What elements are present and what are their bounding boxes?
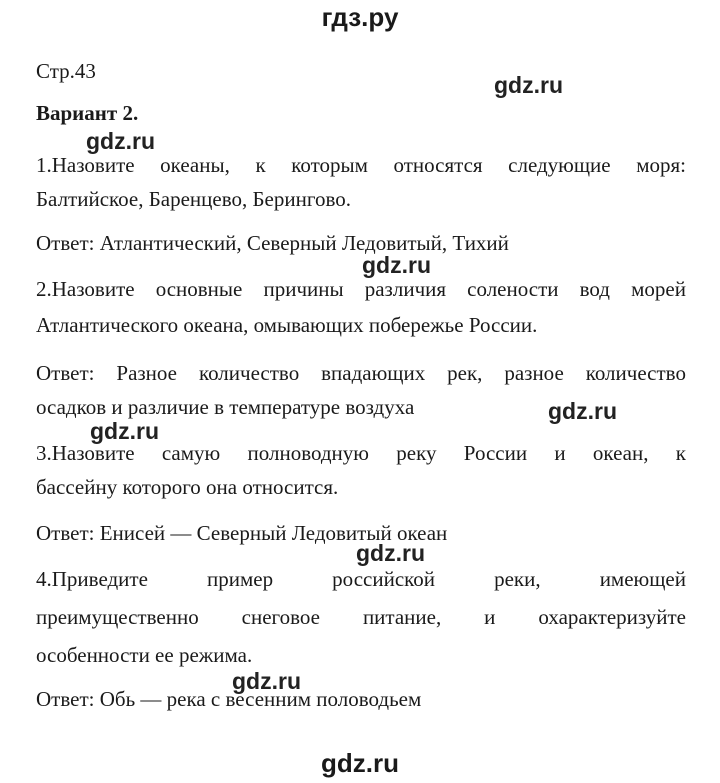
watermark: gdz.ru — [362, 252, 431, 278]
word: 1.Назовите — [36, 153, 135, 177]
word: впадающих — [321, 361, 426, 385]
word: и — [554, 441, 566, 465]
word: солености — [467, 277, 559, 301]
page-number: Стр.43 — [36, 59, 96, 83]
word: океан, — [592, 441, 649, 465]
word: основные — [155, 277, 243, 301]
site-footer-title: gdz.ru — [321, 748, 399, 778]
question-4-line-2 — [36, 598, 686, 636]
word: реку — [396, 441, 437, 465]
word: полноводную — [247, 441, 369, 465]
answer-2-line-1 — [36, 354, 686, 392]
word: причины — [263, 277, 344, 301]
question-1-line-2: Балтийское, Баренцево, Берингово. — [36, 187, 351, 211]
word: вод — [579, 277, 610, 301]
word: и — [484, 605, 496, 629]
word: относятся — [393, 153, 483, 177]
word: снеговое — [241, 605, 320, 629]
word: преимущественно — [36, 605, 199, 629]
word: 3.Назовите — [36, 441, 135, 465]
watermark: gdz.ru — [356, 540, 425, 566]
word: российской — [332, 567, 436, 591]
word: 4.Приведите — [36, 567, 148, 591]
word: океаны, — [160, 153, 230, 177]
watermark: gdz.ru — [232, 668, 301, 694]
word: морей — [631, 277, 686, 301]
word: реки, — [494, 567, 541, 591]
word: 2.Назовите — [36, 277, 135, 301]
question-2-line-1 — [36, 270, 686, 308]
word: Ответ: — [36, 361, 95, 385]
word: питание, — [362, 605, 442, 629]
word: к — [675, 441, 686, 465]
word: следующие — [508, 153, 611, 177]
question-4-line-1 — [36, 560, 686, 598]
watermark: gdz.ru — [548, 398, 617, 424]
word: количество — [585, 361, 686, 385]
question-1-line-1 — [36, 146, 686, 184]
word: имеющей — [599, 567, 686, 591]
word: самую — [161, 441, 221, 465]
watermark: gdz.ru — [86, 128, 155, 154]
site-header-title: гдз.ру — [321, 2, 399, 32]
answer-4: Ответ: Обь — река с весенним половодьем — [36, 687, 422, 711]
question-2-line-2: Атлантического океана, омывающих побережье России. — [36, 313, 538, 337]
word: рек, — [447, 361, 483, 385]
answer-3: Ответ: Енисей — Северный Ледовитый океан — [36, 521, 448, 545]
word: Разное — [116, 361, 178, 385]
word: различия — [364, 277, 447, 301]
question-3-line-1 — [36, 434, 686, 472]
variant-heading: Вариант 2. — [36, 101, 139, 125]
question-4-line-3: особенности ее режима. — [36, 643, 253, 667]
word: моря: — [636, 153, 686, 177]
watermark: gdz.ru — [90, 418, 159, 444]
word: которым — [291, 153, 368, 177]
word: количество — [198, 361, 300, 385]
watermark: gdz.ru — [494, 72, 563, 98]
word: к — [255, 153, 266, 177]
word: России — [463, 441, 528, 465]
word: охарактеризуйте — [538, 605, 686, 629]
answer-1: Ответ: Атлантический, Северный Ледовитый, Тихий — [36, 231, 509, 255]
word: пример — [207, 567, 274, 591]
word: разное — [504, 361, 564, 385]
answer-2-line-2: осадков и различие в температуре воздуха — [36, 395, 415, 419]
question-3-line-2: бассейну которого она относится. — [36, 475, 339, 499]
